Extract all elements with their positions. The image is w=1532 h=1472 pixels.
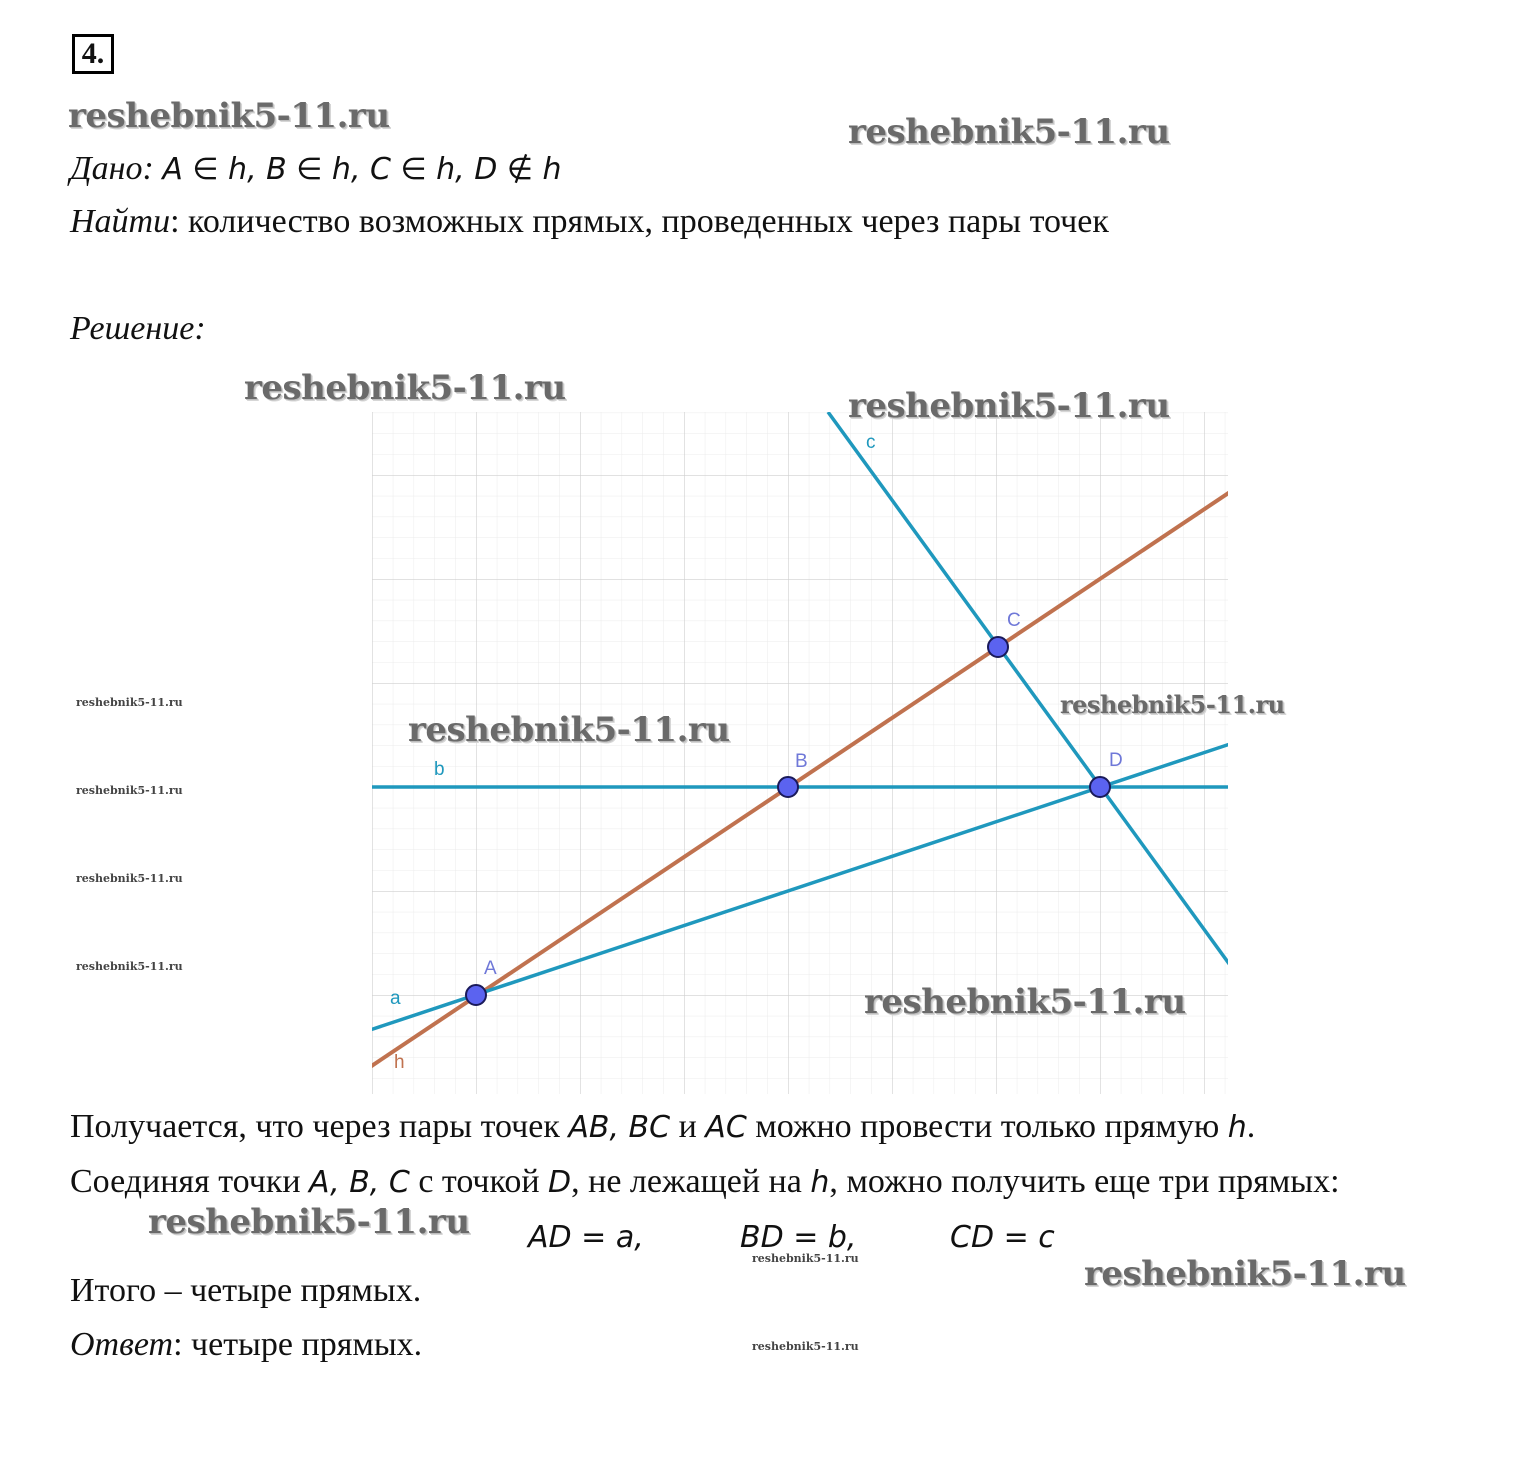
p1-text-1: Получается, что через пары точек [70,1108,569,1145]
p2-math-2: D [548,1165,572,1200]
p2-text-4: , можно получить еще три прямых: [829,1163,1340,1200]
find-line [70,203,1109,241]
p1-text-4: . [1246,1108,1256,1145]
paragraph-2 [70,1163,1340,1201]
watermark-small: reshebnik5-11.ru [752,1340,859,1353]
point-d [1090,777,1110,797]
watermark-small: reshebnik5-11.ru [76,872,183,885]
p1-text-2: и [670,1108,706,1145]
point-b [778,777,798,797]
watermark: reshebnik5-11.ru [148,1202,470,1242]
given-expression: A ∈ h, B ∈ h, C ∈ h, D ∉ h [162,152,562,187]
p2-text-3: , не лежащей на [571,1163,811,1200]
line-c-label: c [866,432,876,453]
p2-math-1: A, B, C [309,1165,410,1200]
p2-math-3: h [810,1165,830,1200]
watermark: reshebnik5-11.ru [848,386,1170,426]
watermark: reshebnik5-11.ru [1060,690,1285,719]
paragraph-1 [70,1108,1255,1146]
watermark: reshebnik5-11.ru [1084,1254,1406,1294]
point-a-label: A [484,958,497,979]
point-a [466,985,486,1005]
p1-math-1: AB, BC [568,1110,671,1145]
equation-cd: CD = c [950,1220,1055,1255]
watermark: reshebnik5-11.ru [408,710,730,750]
find-text: : количество возможных прямых, проведенных через пары точек [170,203,1109,240]
p1-math-2: AC [705,1110,747,1145]
total-line: Итого – четыре прямых. [70,1272,422,1309]
point-c [988,637,1008,657]
equation-ad: AD = a, [528,1220,644,1255]
point-d-label: D [1109,750,1123,771]
find-label: Найти [70,203,171,240]
watermark: reshebnik5-11.ru [864,982,1186,1022]
line-h-label: h [394,1052,405,1073]
watermark-small: reshebnik5-11.ru [76,696,183,709]
watermark-small: reshebnik5-11.ru [76,960,183,973]
point-b-label: B [795,751,808,772]
p2-text-1: Соединяя точки [70,1163,310,1200]
answer-line [70,1326,422,1364]
p1-math-3: h [1227,1110,1247,1145]
point-c-label: C [1007,610,1021,631]
problem-number: 4. [72,34,114,74]
line-a-label: a [390,988,401,1009]
watermark: reshebnik5-11.ru [848,112,1170,152]
p1-text-3: можно провести только прямую [746,1108,1228,1145]
given-line [70,150,562,188]
watermark-small: reshebnik5-11.ru [76,784,183,797]
watermark-small: reshebnik5-11.ru [752,1252,859,1265]
equation-bd: BD = b, [740,1220,857,1255]
p2-text-2: с точкой [409,1163,549,1200]
watermark: reshebnik5-11.ru [244,368,566,408]
given-label: Дано: [70,150,154,187]
line-b-label: b [434,759,445,780]
solution-label: Решение: [70,310,206,347]
answer-text: : четыре прямых. [173,1326,423,1363]
watermark: reshebnik5-11.ru [68,96,390,136]
answer-label: Ответ [70,1326,174,1363]
